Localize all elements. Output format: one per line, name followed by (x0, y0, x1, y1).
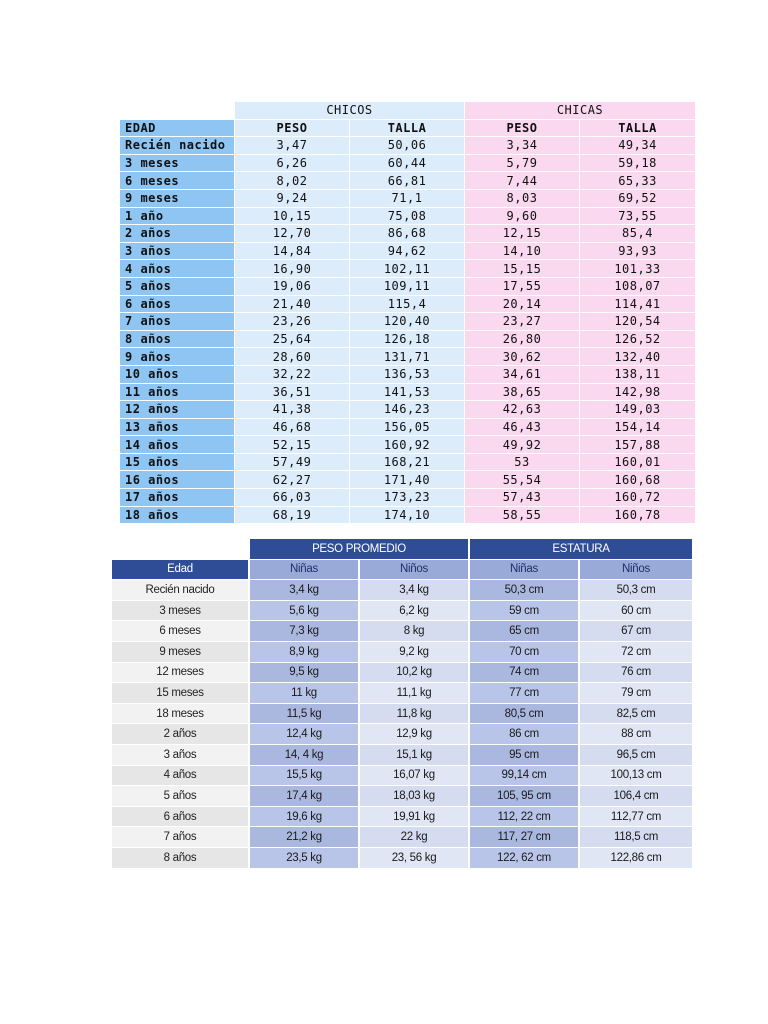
table2-age-cell: 5 años (112, 786, 250, 807)
table1-value-cell: 49,34 (580, 137, 696, 155)
table2-value-cell: 80,5 cm (470, 704, 580, 725)
table-row (120, 260, 696, 278)
table2-age-cell: 9 meses (112, 642, 250, 663)
table1-value-cell: 8,03 (465, 190, 580, 208)
table2-header-ninos-estatura: Niños (580, 560, 692, 581)
table1-value-cell: 58,55 (465, 507, 580, 525)
table1-value-cell: 138,11 (580, 366, 696, 384)
table1-age-cell: 9 meses (120, 190, 235, 208)
table2-value-cell: 72 cm (580, 642, 692, 663)
table-row (112, 807, 692, 828)
table1-value-cell: 115,4 (350, 296, 465, 314)
table1-age-cell: 1 año (120, 208, 235, 226)
table2-age-cell: 3 años (112, 745, 250, 766)
table2-value-cell: 10,2 kg (360, 663, 470, 684)
table2-group-header-row (112, 539, 692, 560)
table1-value-cell: 141,53 (350, 384, 465, 402)
table-row (120, 419, 696, 437)
table1-value-cell: 156,05 (350, 419, 465, 437)
table-row (112, 621, 692, 642)
table1-value-cell: 168,21 (350, 454, 465, 472)
table1-value-cell: 126,18 (350, 331, 465, 349)
table1-value-cell: 154,14 (580, 419, 696, 437)
table1-value-cell: 60,44 (350, 155, 465, 173)
table2-value-cell: 23, 56 kg (360, 848, 470, 869)
table-row (120, 436, 696, 454)
table2-body (112, 580, 692, 868)
table1-value-cell: 108,07 (580, 278, 696, 296)
table2-value-cell: 3,4 kg (360, 580, 470, 601)
table1-corner-blank (120, 102, 235, 120)
table2-value-cell: 59 cm (470, 601, 580, 622)
table2-value-cell: 15,5 kg (250, 766, 360, 787)
table1-age-cell: 13 años (120, 419, 235, 437)
table2-value-cell: 67 cm (580, 621, 692, 642)
table1-value-cell: 132,40 (580, 348, 696, 366)
table1-value-cell: 75,08 (350, 208, 465, 226)
table2-value-cell: 9,5 kg (250, 663, 360, 684)
table1-value-cell: 160,78 (580, 507, 696, 525)
table2-value-cell: 60 cm (580, 601, 692, 622)
table2-value-cell: 122, 62 cm (470, 848, 580, 869)
table1-column-header-row (120, 120, 696, 138)
table1-age-cell: 14 años (120, 436, 235, 454)
table2-value-cell: 11,5 kg (250, 704, 360, 725)
table1-age-cell: 17 años (120, 489, 235, 507)
table1-value-cell: 114,41 (580, 296, 696, 314)
table1-value-cell: 52,15 (235, 436, 350, 454)
table1-value-cell: 12,70 (235, 225, 350, 243)
table1-value-cell: 66,03 (235, 489, 350, 507)
table1-value-cell: 3,47 (235, 137, 350, 155)
table2-value-cell: 11,1 kg (360, 683, 470, 704)
table1-value-cell: 23,27 (465, 313, 580, 331)
table1-value-cell: 120,54 (580, 313, 696, 331)
table-row (120, 243, 696, 261)
table2-corner-blank (112, 539, 250, 560)
table1-value-cell: 49,92 (465, 436, 580, 454)
table1-value-cell: 8,02 (235, 172, 350, 190)
table2-value-cell: 105, 95 cm (470, 786, 580, 807)
table2-value-cell: 96,5 cm (580, 745, 692, 766)
table1-age-cell: 15 años (120, 454, 235, 472)
table1-value-cell: 73,55 (580, 208, 696, 226)
table-row (120, 401, 696, 419)
table1-value-cell: 16,90 (235, 260, 350, 278)
table-row (120, 331, 696, 349)
table2-value-cell: 50,3 cm (470, 580, 580, 601)
table1-value-cell: 53 (465, 454, 580, 472)
table-row (120, 454, 696, 472)
table1-value-cell: 146,23 (350, 401, 465, 419)
table1-value-cell: 101,33 (580, 260, 696, 278)
table1-value-cell: 36,51 (235, 384, 350, 402)
table2-value-cell: 9,2 kg (360, 642, 470, 663)
table1-value-cell: 160,01 (580, 454, 696, 472)
table1-value-cell: 7,44 (465, 172, 580, 190)
table2-value-cell: 70 cm (470, 642, 580, 663)
table2-value-cell: 79 cm (580, 683, 692, 704)
table2-value-cell: 88 cm (580, 724, 692, 745)
table2-group-header-peso-promedio: PESO PROMEDIO (250, 539, 470, 560)
table1-value-cell: 34,61 (465, 366, 580, 384)
table1-value-cell: 38,65 (465, 384, 580, 402)
table2-value-cell: 6,2 kg (360, 601, 470, 622)
table2-value-cell: 21,2 kg (250, 827, 360, 848)
table2-value-cell: 117, 27 cm (470, 827, 580, 848)
table1-age-cell: 6 meses (120, 172, 235, 190)
table1-group-header-chicos: CHICOS (235, 102, 465, 120)
table2-value-cell: 8,9 kg (250, 642, 360, 663)
table2-value-cell: 7,3 kg (250, 621, 360, 642)
table2-value-cell: 74 cm (470, 663, 580, 684)
table1-age-cell: 3 años (120, 243, 235, 261)
table1-value-cell: 102,11 (350, 260, 465, 278)
table-row (120, 208, 696, 226)
table1-value-cell: 57,43 (465, 489, 580, 507)
table1-value-cell: 15,15 (465, 260, 580, 278)
table2-age-cell: Recién nacido (112, 580, 250, 601)
table2-value-cell: 15,1 kg (360, 745, 470, 766)
table-row (112, 601, 692, 622)
table-row (120, 155, 696, 173)
table1-value-cell: 55,54 (465, 471, 580, 489)
table1-value-cell: 160,92 (350, 436, 465, 454)
table1-age-cell: 10 años (120, 366, 235, 384)
table1-value-cell: 93,93 (580, 243, 696, 261)
table1-age-cell: 12 años (120, 401, 235, 419)
table1-value-cell: 41,38 (235, 401, 350, 419)
table1-value-cell: 17,55 (465, 278, 580, 296)
growth-table-chicos-chicas (120, 102, 696, 524)
table1-value-cell: 14,84 (235, 243, 350, 261)
table2-value-cell: 122,86 cm (580, 848, 692, 869)
table2-value-cell: 95 cm (470, 745, 580, 766)
table1-value-cell: 94,62 (350, 243, 465, 261)
table1-value-cell: 86,68 (350, 225, 465, 243)
table1-age-cell: 18 años (120, 507, 235, 525)
table1-value-cell: 9,60 (465, 208, 580, 226)
table2-age-cell: 2 años (112, 724, 250, 745)
table1-value-cell: 69,52 (580, 190, 696, 208)
table-row (120, 313, 696, 331)
table2-value-cell: 14, 4 kg (250, 745, 360, 766)
table1-value-cell: 136,53 (350, 366, 465, 384)
table-row (112, 724, 692, 745)
table-row (120, 384, 696, 402)
table2-value-cell: 76 cm (580, 663, 692, 684)
table1-value-cell: 173,23 (350, 489, 465, 507)
table2-age-cell: 12 meses (112, 663, 250, 684)
table1-age-cell: 16 años (120, 471, 235, 489)
table-row (120, 348, 696, 366)
table1-age-cell: 9 años (120, 348, 235, 366)
table1-value-cell: 157,88 (580, 436, 696, 454)
table2-age-cell: 3 meses (112, 601, 250, 622)
table2-value-cell: 100,13 cm (580, 766, 692, 787)
table1-value-cell: 71,1 (350, 190, 465, 208)
table2-age-cell: 8 años (112, 848, 250, 869)
table1-value-cell: 68,19 (235, 507, 350, 525)
table2-value-cell: 22 kg (360, 827, 470, 848)
table1-value-cell: 21,40 (235, 296, 350, 314)
table-row (112, 745, 692, 766)
table-row (112, 683, 692, 704)
growth-table-peso-estatura (112, 539, 692, 869)
table1-value-cell: 160,72 (580, 489, 696, 507)
table-row (120, 278, 696, 296)
table1-header-peso-chicas: PESO (465, 120, 580, 138)
table2-value-cell: 112,77 cm (580, 807, 692, 828)
table1-header-talla-chicos: TALLA (350, 120, 465, 138)
table2-value-cell: 17,4 kg (250, 786, 360, 807)
table-row (120, 471, 696, 489)
table-row (120, 296, 696, 314)
table1-group-header-chicas: CHICAS (465, 102, 696, 120)
table1-value-cell: 57,49 (235, 454, 350, 472)
table2-value-cell: 3,4 kg (250, 580, 360, 601)
table2-age-cell: 4 años (112, 766, 250, 787)
table1-age-cell: 4 años (120, 260, 235, 278)
table2-value-cell: 50,3 cm (580, 580, 692, 601)
table1-value-cell: 10,15 (235, 208, 350, 226)
table1-value-cell: 28,60 (235, 348, 350, 366)
table1-value-cell: 120,40 (350, 313, 465, 331)
table-row (112, 663, 692, 684)
table2-age-cell: 6 meses (112, 621, 250, 642)
table-row (112, 786, 692, 807)
table-row (112, 766, 692, 787)
table1-header-edad: EDAD (120, 120, 235, 138)
table1-value-cell: 3,34 (465, 137, 580, 155)
table-row (120, 190, 696, 208)
table1-value-cell: 9,24 (235, 190, 350, 208)
table2-header-edad: Edad (112, 560, 250, 581)
table2-value-cell: 11,8 kg (360, 704, 470, 725)
table2-header-ninas-peso: Niñas (250, 560, 360, 581)
table-row (120, 137, 696, 155)
table1-value-cell: 6,26 (235, 155, 350, 173)
table2-value-cell: 112, 22 cm (470, 807, 580, 828)
table-row (120, 366, 696, 384)
table1-value-cell: 20,14 (465, 296, 580, 314)
table1-value-cell: 65,33 (580, 172, 696, 190)
table2-value-cell: 16,07 kg (360, 766, 470, 787)
table1-value-cell: 32,22 (235, 366, 350, 384)
table1-value-cell: 46,43 (465, 419, 580, 437)
table1-value-cell: 66,81 (350, 172, 465, 190)
table-row (120, 172, 696, 190)
table2-value-cell: 12,4 kg (250, 724, 360, 745)
table2-value-cell: 77 cm (470, 683, 580, 704)
table1-age-cell: 3 meses (120, 155, 235, 173)
table2-header-ninas-estatura: Niñas (470, 560, 580, 581)
table1-age-cell: 11 años (120, 384, 235, 402)
table-row (112, 642, 692, 663)
table2-value-cell: 5,6 kg (250, 601, 360, 622)
table1-value-cell: 171,40 (350, 471, 465, 489)
table-row (112, 704, 692, 725)
table2-value-cell: 23,5 kg (250, 848, 360, 869)
table1-age-cell: 8 años (120, 331, 235, 349)
table2-value-cell: 65 cm (470, 621, 580, 642)
table1-value-cell: 25,64 (235, 331, 350, 349)
table1-header-peso-chicos: PESO (235, 120, 350, 138)
table-row (120, 225, 696, 243)
table2-value-cell: 106,4 cm (580, 786, 692, 807)
table1-value-cell: 46,68 (235, 419, 350, 437)
table2-value-cell: 118,5 cm (580, 827, 692, 848)
table2-age-cell: 15 meses (112, 683, 250, 704)
table2-value-cell: 12,9 kg (360, 724, 470, 745)
table1-header-talla-chicas: TALLA (580, 120, 696, 138)
table1-age-cell: 5 años (120, 278, 235, 296)
table2-value-cell: 18,03 kg (360, 786, 470, 807)
table1-value-cell: 59,18 (580, 155, 696, 173)
table-row (120, 507, 696, 525)
table2-age-cell: 18 meses (112, 704, 250, 725)
table1-value-cell: 30,62 (465, 348, 580, 366)
table2-value-cell: 86 cm (470, 724, 580, 745)
table2-age-cell: 7 años (112, 827, 250, 848)
table1-value-cell: 142,98 (580, 384, 696, 402)
table2-value-cell: 99,14 cm (470, 766, 580, 787)
table-row (112, 580, 692, 601)
table-row (112, 848, 692, 869)
table1-group-header-row (120, 102, 696, 120)
table1-age-cell: 6 años (120, 296, 235, 314)
table1-value-cell: 160,68 (580, 471, 696, 489)
table2-value-cell: 11 kg (250, 683, 360, 704)
table1-value-cell: 26,80 (465, 331, 580, 349)
table1-value-cell: 149,03 (580, 401, 696, 419)
table1-value-cell: 126,52 (580, 331, 696, 349)
table1-value-cell: 50,06 (350, 137, 465, 155)
table1-value-cell: 12,15 (465, 225, 580, 243)
table1-value-cell: 85,4 (580, 225, 696, 243)
table2-value-cell: 19,91 kg (360, 807, 470, 828)
table1-value-cell: 14,10 (465, 243, 580, 261)
table1-value-cell: 5,79 (465, 155, 580, 173)
table1-age-cell: Recién nacido (120, 137, 235, 155)
table2-age-cell: 6 años (112, 807, 250, 828)
table1-value-cell: 174,10 (350, 507, 465, 525)
table2-value-cell: 19,6 kg (250, 807, 360, 828)
table1-body (120, 137, 696, 524)
table1-value-cell: 62,27 (235, 471, 350, 489)
table1-value-cell: 19,06 (235, 278, 350, 296)
table1-age-cell: 2 años (120, 225, 235, 243)
table-row (120, 489, 696, 507)
table1-age-cell: 7 años (120, 313, 235, 331)
table2-header-ninos-peso: Niños (360, 560, 470, 581)
table2-group-header-estatura: ESTATURA (470, 539, 692, 560)
table1-value-cell: 23,26 (235, 313, 350, 331)
table2-value-cell: 82,5 cm (580, 704, 692, 725)
table1-value-cell: 109,11 (350, 278, 465, 296)
table1-value-cell: 42,63 (465, 401, 580, 419)
table-row (112, 827, 692, 848)
table2-value-cell: 8 kg (360, 621, 470, 642)
table1-value-cell: 131,71 (350, 348, 465, 366)
table2-column-header-row (112, 560, 692, 581)
